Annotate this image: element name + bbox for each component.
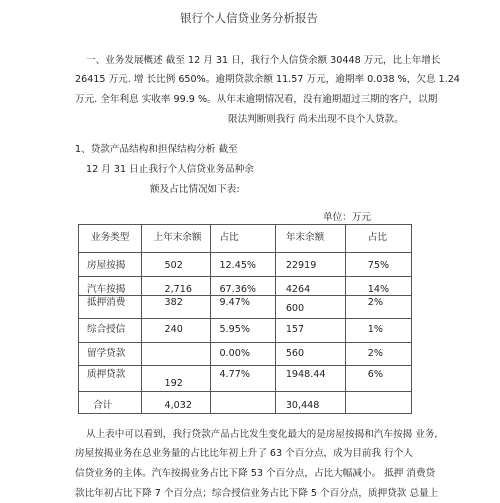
table-cell: 抵押消费 [87, 297, 126, 308]
table-cell: 14% [367, 284, 390, 295]
table-cell: 4.77% [219, 369, 250, 380]
table-header-row [79, 225, 412, 253]
paragraph-line: 一、业务发展概述 截至 12 月 31 日，我行个人信贷余额 30448 万元，比上年增长 [86, 55, 441, 66]
table-header-cell: 上年末余额 [153, 232, 202, 243]
table-row [79, 319, 412, 343]
paragraph-line: 万元. 全年利息 实收率 99.9 %。从年末逾期情况看，没有逾期超过三期的客户，以期 [75, 94, 438, 105]
table-cell: 2% [367, 297, 383, 308]
paragraph-line: 款比年初占比下降 7 个百分点；综合授信业务占比下降 5 个百分点，质押贷款 总量上 [75, 488, 439, 499]
table-cell: 9.47% [219, 297, 250, 308]
table-row [79, 366, 412, 392]
table-row [79, 277, 412, 296]
table-cell: 留学贷款 [87, 348, 126, 359]
table-cell: 157 [285, 324, 305, 335]
table-header-cell: 占比 [367, 232, 387, 243]
paragraph-line: 26415 万元. 增 长比例 650%。逾期贷款余额 11.57 万元，逾期率 0.038 %，欠息 1.24 [75, 74, 460, 85]
table-row [79, 253, 412, 277]
table-total-row [79, 392, 412, 414]
section-heading-line: 额及占比情况如下表: [150, 184, 240, 195]
table-cell: 22919 [285, 260, 317, 271]
loan-balance-table [78, 224, 412, 414]
table-cell: 汽车按揭 [87, 284, 126, 295]
table-cell: 4264 [285, 284, 311, 295]
table-cell: 2,716 [164, 284, 192, 295]
table-cell: 1% [367, 324, 383, 335]
table-cell: 600 [285, 303, 305, 314]
paragraph-line: 房屋按揭业务在总业务量的占比比年初上升了 63 个百分点，成为目前我 行个人 [75, 448, 413, 459]
table-cell: 382 [164, 297, 183, 308]
paragraph-line: 从上表中可以看到，我行贷款产品占比发生变化最大的是房屋按揭和汽车按揭 业务, [86, 429, 438, 440]
table-cell: 30,448 [285, 400, 320, 411]
table-cell: 67.36% [219, 284, 257, 295]
table-cell: 240 [164, 324, 183, 335]
table-cell: 1948.44 [285, 369, 326, 380]
paragraph-line: 信贷业务的主体。汽车按揭业务占比下降 53 个百分点，占比大幅减小。 抵押 消费贷 [75, 468, 436, 479]
table-cell: 5.95% [219, 324, 250, 335]
paragraph-line: 限法判断则我行 尚未出现不良个人贷款。 [228, 114, 404, 125]
table-cell: 合计 [93, 400, 113, 411]
table-cell: 192 [164, 378, 183, 389]
table-cell: 0.00% [219, 348, 250, 359]
table-cell: 综合授信 [87, 324, 126, 335]
document-title: 银行个人信贷业务分析报告 [180, 11, 318, 25]
table-header-cell: 占比 [219, 232, 239, 243]
table-cell: 560 [285, 348, 305, 359]
table-row [79, 296, 412, 319]
table-header-cell: 年末余额 [285, 232, 325, 243]
table-cell: 75% [367, 260, 390, 271]
table-cell: 质押贷款 [87, 369, 126, 380]
table-header-cell: 业务类型 [91, 232, 130, 243]
table-cell: 12.45% [219, 260, 257, 271]
section-heading-line: 1、贷款产品结构和担保结构分析 截至 [75, 144, 238, 155]
table-cell: 2% [367, 348, 383, 359]
table-cell: 502 [164, 260, 183, 271]
table-cell: 房屋按揭 [87, 260, 126, 271]
table-cell: 6% [367, 369, 383, 380]
unit-label: 单位：万元 [323, 212, 371, 223]
section-heading-line: 12 月 31 日止我行个人信贷业务品种余 [86, 164, 254, 175]
table-row [79, 343, 412, 366]
table-cell: 4,032 [164, 400, 192, 411]
